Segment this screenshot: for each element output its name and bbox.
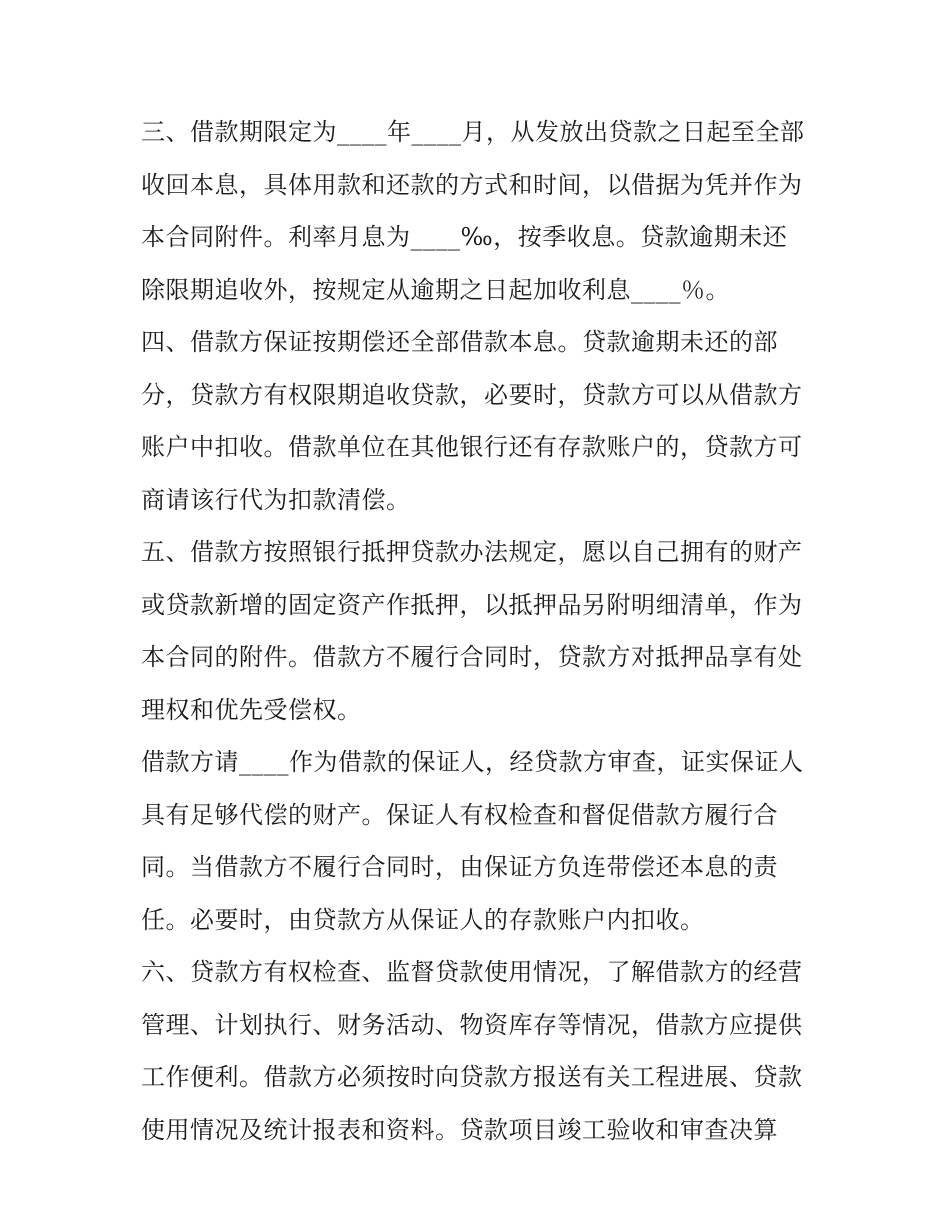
text-line: 理权和优先受偿权。 <box>141 695 362 724</box>
text-line: 使用情况及统计报表和资料。贷款项目竣工验收和审查决算 <box>141 1115 778 1144</box>
text-line: 分，贷款方有权限期追收贷款，必要时，贷款方可以从借款方 <box>141 380 803 409</box>
text-line: 管理、计划执行、财务活动、物资库存等情况，借款方应提供 <box>141 1010 803 1039</box>
text-line: 四、借款方保证按期偿还全部借款本息。贷款逾期未还的部 <box>141 328 778 356</box>
contract-body-text <box>141 106 821 1156</box>
text-line: 任。必要时，由贷款方从保证人的存款账户内扣收。 <box>141 905 705 934</box>
text-line: 商请该行代为扣款清偿。 <box>141 485 411 514</box>
text-line: 本合同的附件。借款方不履行合同时，贷款方对抵押品享有处 <box>141 643 803 671</box>
text-line: 三、借款期限定为____年____月，从发放出贷款之日起至全部 <box>141 118 805 146</box>
text-line: 同。当借款方不履行合同时，由保证方负连带偿还本息的责 <box>141 853 778 881</box>
text-line: 本合同附件。利率月息为____‰，按季收息。贷款逾期未还 <box>141 223 788 251</box>
text-line: 借款方请____作为借款的保证人，经贷款方审查，证实保证人 <box>141 748 804 776</box>
text-line: 除限期追收外，按规定从逾期之日起加收利息____％。 <box>141 275 730 304</box>
text-line: 或贷款新增的固定资产作抵押，以抵押品另附明细清单，作为 <box>141 590 803 619</box>
text-line: 具有足够代偿的财产。保证人有权检查和督促借款方履行合 <box>141 800 778 829</box>
text-line: 六、贷款方有权检查、监督贷款使用情况，了解借款方的经营 <box>141 958 803 986</box>
text-line: 工作便利。借款方必须按时向贷款方报送有关工程进展、贷款 <box>141 1063 803 1091</box>
text-line: 收回本息，具体用款和还款的方式和时间，以借据为凭并作为 <box>141 170 803 199</box>
text-line: 账户中扣收。借款单位在其他银行还有存款账户的，贷款方可 <box>141 433 803 461</box>
text-line: 五、借款方按照银行抵押贷款办法规定，愿以自己拥有的财产 <box>141 538 803 566</box>
